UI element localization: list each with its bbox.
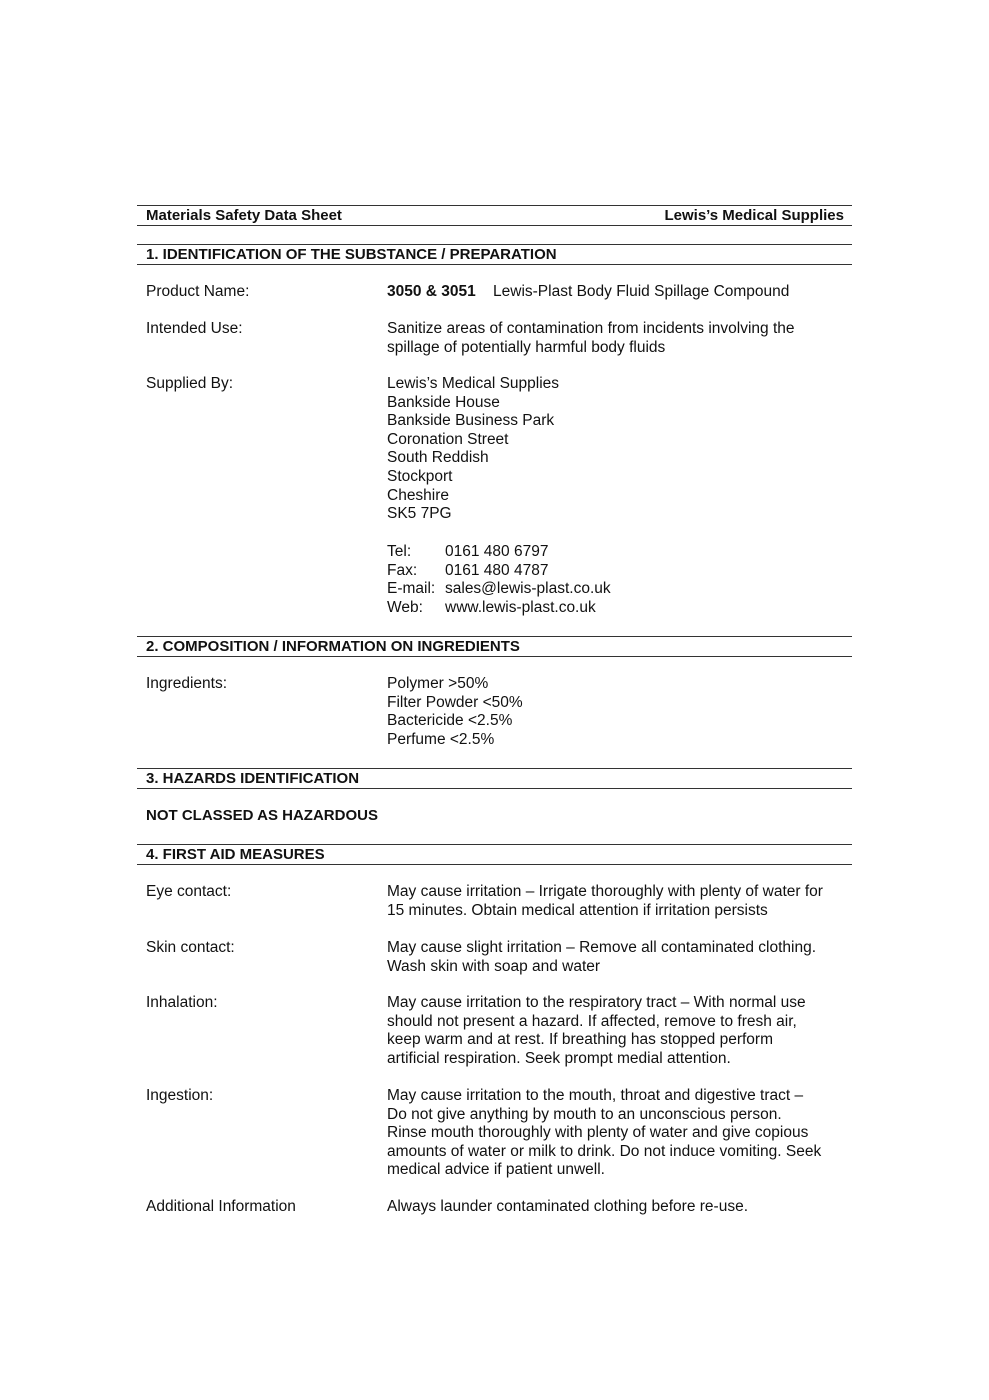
document-title: Materials Safety Data Sheet: [146, 207, 342, 224]
address-line: Cheshire: [387, 486, 450, 504]
contact-email: [387, 580, 852, 599]
section-1-header: [137, 244, 852, 265]
intended-use-label: Intended Use:: [146, 320, 243, 337]
supplied-by-label: Supplied By:: [146, 375, 234, 392]
ingredients-label: Ingredients:: [146, 675, 227, 692]
eye-contact-line: 15 minutes. Obtain medical attention if irritation persists: [387, 901, 768, 919]
inhalation-line: keep warm and at rest. If breathing has stopped perform: [387, 1031, 773, 1049]
ingestion-line: medical advice if patient unwell.: [387, 1161, 605, 1179]
contact-key: Web:: [387, 598, 423, 616]
document-header: [137, 205, 852, 226]
contact-value: 0161 480 4787: [445, 561, 549, 579]
ingestion-label: Ingestion:: [146, 1087, 214, 1104]
section-3-header: [137, 768, 852, 789]
product-name: Lewis-Plast Body Fluid Spillage Compound: [493, 283, 790, 300]
ingestion-value: [387, 1087, 852, 1180]
inhalation-label: Inhalation:: [146, 994, 218, 1011]
hazard-statement: NOT CLASSED AS HAZARDOUS: [146, 807, 378, 824]
section-4-title: 4. FIRST AID MEASURES: [146, 846, 325, 863]
ingredient-item: Polymer >50%: [387, 675, 489, 692]
contact-web: [387, 599, 852, 618]
contact-value: 0161 480 6797: [445, 543, 549, 560]
ingredients-list: [387, 675, 852, 749]
contact-key: Fax:: [387, 561, 418, 579]
inhalation-line: May cause irritation to the respiratory tract – With normal use: [387, 994, 806, 1011]
contact-key: Tel:: [387, 543, 412, 560]
contact-key: E-mail:: [387, 580, 436, 598]
address-line: Coronation Street: [387, 430, 509, 448]
skin-contact-value: [387, 939, 852, 976]
contact-fax: [387, 562, 852, 581]
address-line: Stockport: [387, 467, 453, 485]
contact-value: sales@lewis-plast.co.uk: [445, 580, 611, 598]
section-1-title: 1. IDENTIFICATION OF THE SUBSTANCE / PREPARATION: [146, 246, 557, 263]
address-line: Lewis’s Medical Supplies: [387, 375, 560, 392]
supplier-contacts: [387, 543, 852, 617]
inhalation-value: [387, 994, 852, 1068]
address-line: South Reddish: [387, 449, 489, 467]
eye-contact-label: Eye contact:: [146, 883, 232, 900]
ingestion-line: Do not give anything by mouth to an unconscious person.: [387, 1105, 782, 1123]
skin-contact-line: Wash skin with soap and water: [387, 957, 601, 975]
intended-use-line: spillage of potentially harmful body fluids: [387, 338, 666, 356]
eye-contact-line: May cause irritation – Irrigate thoroughly with plenty of water for: [387, 883, 823, 900]
skin-contact-label: Skin contact:: [146, 939, 235, 956]
contact-value: www.lewis-plast.co.uk: [445, 598, 596, 616]
address-line: Bankside House: [387, 393, 500, 411]
product-name-label: Product Name:: [146, 283, 250, 300]
ingredient-item: Bactericide <2.5%: [387, 712, 513, 730]
address-line: Bankside Business Park: [387, 412, 555, 430]
intended-use-value: [387, 320, 852, 357]
contact-tel: [387, 543, 852, 562]
ingestion-line: amounts of water or milk to drink. Do not induce vomiting. Seek: [387, 1142, 822, 1160]
supplier-address: [387, 375, 852, 524]
eye-contact-value: [387, 883, 852, 920]
product-name-value: [387, 283, 852, 302]
ingestion-line: Rinse mouth thoroughly with plenty of water and give copious: [387, 1124, 809, 1142]
intended-use-line: Sanitize areas of contamination from incidents involving the: [387, 320, 795, 337]
section-4-header: [137, 844, 852, 865]
ingestion-line: May cause irritation to the mouth, throat and digestive tract –: [387, 1087, 804, 1104]
ingredient-item: Perfume <2.5%: [387, 730, 495, 748]
inhalation-line: artificial respiration. Seek prompt medial attention.: [387, 1049, 731, 1067]
company-name: Lewis’s Medical Supplies: [664, 207, 844, 224]
address-line: SK5 7PG: [387, 505, 452, 523]
inhalation-line: should not present a hazard. If affected, remove to fresh air,: [387, 1012, 797, 1030]
section-2-header: [137, 636, 852, 657]
ingredient-item: Filter Powder <50%: [387, 693, 523, 711]
additional-info-value: Always launder contaminated clothing before re-use.: [387, 1198, 749, 1215]
section-3-title: 3. HAZARDS IDENTIFICATION: [146, 770, 360, 787]
product-code: 3050 & 3051: [387, 283, 476, 300]
section-2-title: 2. COMPOSITION / INFORMATION ON INGREDIENTS: [146, 638, 520, 655]
additional-info-label: Additional Information: [146, 1198, 296, 1215]
skin-contact-line: May cause slight irritation – Remove all contaminated clothing.: [387, 939, 817, 956]
